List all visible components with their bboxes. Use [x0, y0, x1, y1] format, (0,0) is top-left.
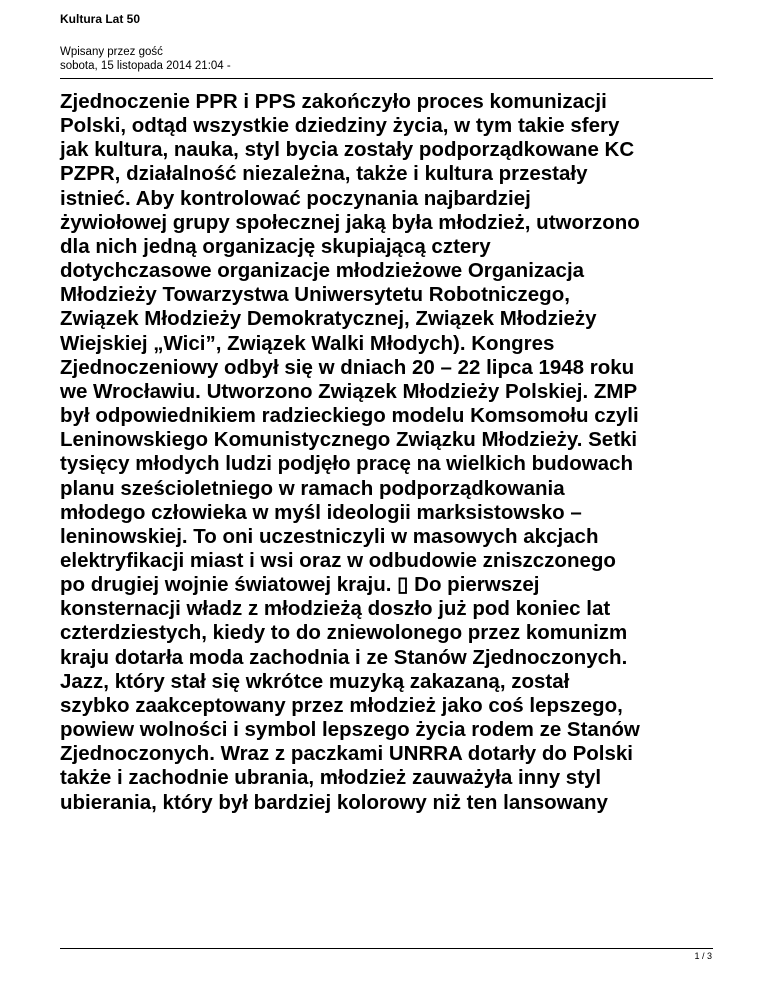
document-title: Kultura Lat 50: [60, 12, 141, 26]
author-line: Wpisany przez gość: [60, 46, 163, 58]
body-line: dla nich jedną organizację skupiającą cztery: [60, 234, 491, 258]
body-line: był odpowiednikiem radzieckiego modelu Komsomołu czyli: [60, 404, 639, 428]
body-line: konsternacji władz z młodzieżą doszło już pod koniec lat: [60, 597, 611, 621]
body-line: żywiołowej grupy społecznej jaką była młodzież, utworzono: [60, 210, 640, 234]
body-line: także i zachodnie ubrania, młodzież zauważyła inny styl: [60, 766, 602, 790]
body-line: Leninowskiego Komunistycznego Związku Młodzieży. Setki: [60, 428, 638, 452]
body-line: jak kultura, nauka, styl bycia zostały podporządkowane KC: [60, 138, 635, 162]
body-line: szybko zaakceptowany przez młodzież jako coś lepszego,: [60, 693, 623, 717]
body-line: Wiejskiej „Wici”, Związek Walki Młodych). Kongres: [60, 331, 555, 355]
body-line: Jazz, który stał się wkrótce muzyką zakazaną, został: [60, 669, 570, 693]
body-line: Zjednoczenie PPR i PPS zakończyło proces komunizacji: [60, 90, 607, 113]
body-line: kraju dotarła moda zachodnia i ze Stanów Zjednoczonych.: [60, 645, 628, 669]
body-line: leninowskiej. To oni uczestniczyli w masowych akcjach: [60, 524, 599, 548]
body-line: po drugiej wojnie światowej kraju. ▯ Do pierwszej: [60, 573, 540, 597]
body-line: Polski, odtąd wszystkie dziedziny życia, w tym takie sfery: [60, 114, 620, 138]
body-line: Młodzieży Towarzystwa Uniwersytetu Robotniczego,: [60, 283, 570, 307]
body-line: istnieć. Aby kontrolować poczynania najbardziej: [60, 186, 531, 210]
footer-divider: [60, 948, 713, 949]
body-line: Związek Młodzieży Demokratycznej, Związek Młodzieży: [60, 307, 597, 331]
body-line: ubierania, który był bardziej kolorowy niż ten lansowany: [60, 790, 608, 814]
body-line: PZPR, działalność niezależna, także i kultura przestały: [60, 162, 588, 186]
page-number: 1 / 3: [694, 951, 712, 961]
date-line: sobota, 15 listopada 2014 21:04 -: [60, 60, 231, 72]
body-line: we Wrocławiu. Utworzono Związek Młodzieży Polskiej. ZMP: [60, 379, 638, 403]
header-divider: [60, 78, 713, 79]
body-line: czterdziestych, kiedy to do zniewolonego przez komunizm: [60, 621, 628, 645]
body-line: młodego człowieka w myśl ideologii marksistowsko –: [60, 500, 582, 524]
body-line: Zjednoczonych. Wraz z paczkami UNRRA dotarły do Polski: [60, 742, 633, 766]
body-line: tysięcy młodych ludzi podjęło pracę na wielkich budowach: [60, 452, 633, 476]
body-line: Zjednoczeniowy odbył się w dniach 20 – 22 lipca 1948 roku: [60, 355, 635, 379]
body-line: dotychczasowe organizacje młodzieżowe Organizacja: [60, 259, 585, 283]
body-line: elektryfikacji miast i wsi oraz w odbudowie zniszczonego: [60, 548, 616, 572]
body-line: planu sześcioletniego w ramach podporządkowania: [60, 476, 565, 500]
article-body: [60, 90, 720, 815]
article-meta: [60, 45, 231, 73]
body-line: powiew wolności i symbol lepszego życia rodem ze Stanów: [60, 718, 640, 742]
